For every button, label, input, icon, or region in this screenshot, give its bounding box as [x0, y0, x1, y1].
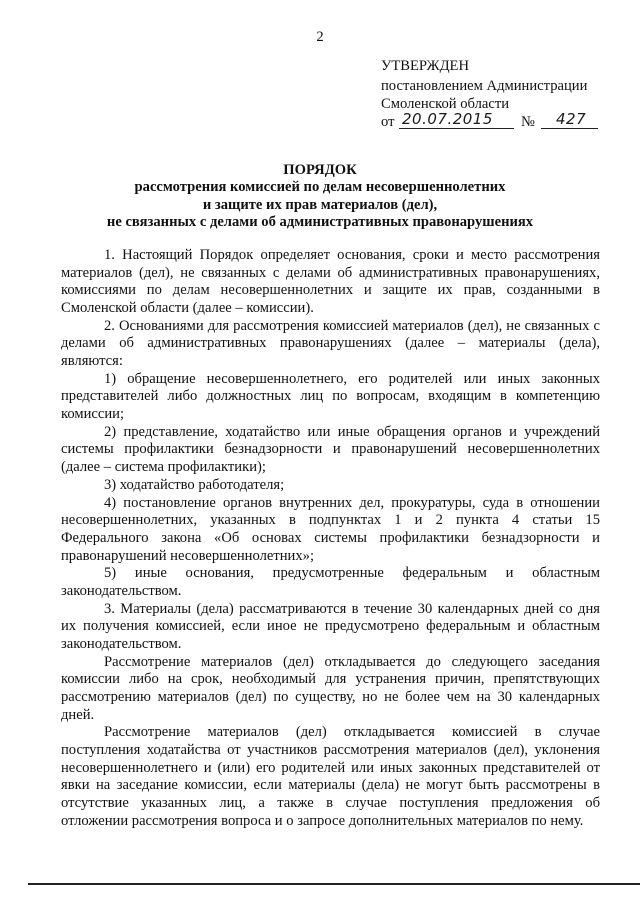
approval-date: 20.07.2015	[402, 110, 493, 128]
approval-number-label: №	[521, 114, 535, 130]
body-line: (далее – система профилактики);	[61, 459, 266, 475]
body-line: материалов (дел), не связанных с делами об административных правонарушениях,	[61, 265, 600, 281]
approval-from-label: от	[381, 114, 395, 130]
approval-heading: УТВЕРЖДЕН	[381, 58, 469, 74]
body-line: правонарушений несовершеннолетних»;	[61, 548, 315, 564]
body-line: Рассмотрение материалов (дел) откладывается до следующего заседания	[104, 654, 600, 670]
body-line: явки на заседание комиссии, если материалы (дела) не могут быть рассмотрены в	[61, 777, 600, 793]
approval-line-2: Смоленской области	[381, 96, 510, 112]
body-line: рассмотрению материалов (дел) по существу, но не более чем на 30 календарных	[61, 689, 600, 705]
body-line: делами об административных правонарушениях (далее – материалы (дела),	[61, 335, 600, 351]
title-sub-3: не связанных с делами об административных правонарушениях	[106, 214, 534, 230]
body-line: 5) иные основания, предусмотренные федеральным и областным	[104, 565, 600, 581]
body-line: законодательством.	[61, 583, 182, 599]
body-line: отложении рассмотрения вопроса и о запросе дополнительных материалов по нему.	[61, 813, 584, 829]
date-underline	[399, 128, 514, 129]
body-line: системы профилактики безнадзорности и правонарушений несовершеннолетних	[61, 441, 600, 457]
body-line: являются:	[61, 353, 123, 369]
body-line: Рассмотрение материалов (дел) откладывается комиссией в случае	[104, 724, 600, 740]
page-number: 2	[316, 29, 324, 45]
bottom-rule	[28, 883, 640, 885]
body-line: Федерального закона «Об основах системы профилактики безнадзорности и	[61, 530, 600, 546]
title-main: ПОРЯДОК	[283, 162, 357, 178]
body-line: 3. Материалы (дела) рассматриваются в течение 30 календарных дней со дня	[104, 601, 600, 617]
body-line: 4) постановление органов внутренних дел, прокуратуры, суда в отношении	[104, 495, 600, 511]
body-line: дней.	[61, 707, 95, 723]
body-line: 3) ходатайство работодателя;	[104, 477, 285, 493]
body-line: 2. Основаниями для рассмотрения комиссией материалов (дел), не связанных с	[104, 318, 600, 334]
body-line: поступления ходатайства от участников рассмотрения материалов (дел), уклонения	[61, 742, 600, 758]
body-line: законодательством.	[61, 636, 182, 652]
body-line: представителей либо должностных лиц по вопросам, входящим в компетенцию	[61, 388, 600, 404]
title-sub-1: рассмотрения комиссией по делам несовершеннолетних	[134, 179, 506, 195]
approval-line-1: постановлением Администрации	[381, 78, 588, 94]
body-line: Смоленской области (далее – комиссии).	[61, 300, 314, 316]
body-line: комиссии либо на срок, необходимый для устранения причин, препятствующих	[61, 671, 600, 687]
body-line: отсутствие указанных лиц, а также в случае поступления предложения об	[61, 795, 600, 811]
number-underline	[541, 128, 598, 129]
body-line: комиссии;	[61, 406, 125, 422]
body-line: 2) представление, ходатайство или иные обращения органов и учреждений	[104, 424, 600, 440]
body-line: их получения комиссией, если иное не предусмотрено федеральным и областным	[61, 618, 600, 634]
title-sub-2: и защите их прав материалов (дел),	[202, 197, 438, 213]
body-line: несовершеннолетних, указанных в подпунктах 1 и 2 пункта 4 статьи 15	[61, 512, 600, 528]
approval-number: 427	[556, 110, 587, 128]
body-line: несовершеннолетнего и (или) его родителей или иных законных представителей от	[61, 760, 600, 776]
body-line: 1) обращение несовершеннолетнего, его родителей или иных законных	[104, 371, 600, 387]
body-line: 1. Настоящий Порядок определяет основания, сроки и место рассмотрения	[104, 247, 600, 263]
body-line: комиссиями по делам несовершеннолетних и защите их прав, созданными в	[61, 282, 600, 298]
